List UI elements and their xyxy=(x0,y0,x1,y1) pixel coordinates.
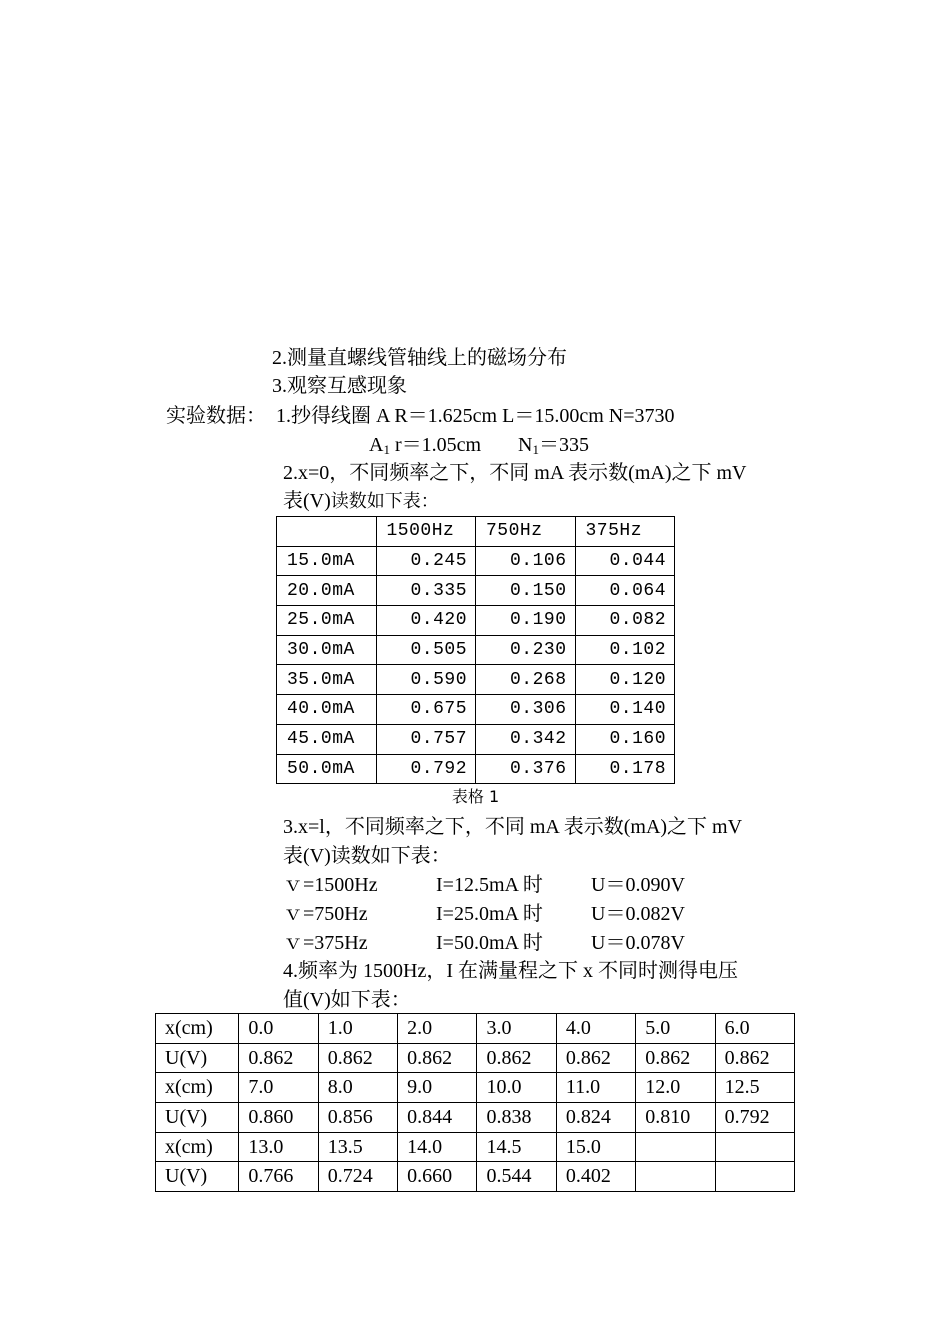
table-row xyxy=(277,695,675,725)
table-cell: 6.0 xyxy=(715,1014,794,1044)
coil-a-parameters: 1.抄得线圈 A R＝1.625cm L＝15.00cm N=3730 xyxy=(276,405,675,427)
table-cell: 0.862 xyxy=(318,1043,397,1073)
table1-header-1500hz: 1500Hz xyxy=(376,517,476,547)
table-cell: 13.5 xyxy=(318,1132,397,1162)
voltage-cell: 0.178 xyxy=(575,754,675,784)
table-cell: 0.862 xyxy=(715,1043,794,1073)
table-cell: 3.0 xyxy=(477,1014,556,1044)
table-row xyxy=(277,546,675,576)
table-cell: 0.660 xyxy=(398,1162,477,1192)
voltage-cell: 0.120 xyxy=(575,665,675,695)
voltage-cell: 0.064 xyxy=(575,576,675,606)
table-cell: 0.862 xyxy=(477,1043,556,1073)
current-cell: 35.0mA xyxy=(277,665,377,695)
table-cell: 11.0 xyxy=(556,1073,635,1103)
voltage-cell: 0.342 xyxy=(476,724,576,754)
table-cell: 1.0 xyxy=(318,1014,397,1044)
table-cell: 0.838 xyxy=(477,1103,556,1133)
table-cell: 5.0 xyxy=(636,1014,715,1044)
table-cell: x(cm) xyxy=(156,1073,239,1103)
voltage-cell: 0.505 xyxy=(376,635,476,665)
table-row xyxy=(277,635,675,665)
voltage-cell: 0.420 xyxy=(376,606,476,636)
table-cell: 0.862 xyxy=(636,1043,715,1073)
part4-description-line1: 4.频率为 1500Hz，I 在满量程之下 x 不同时测得电压 xyxy=(283,960,738,982)
table-row xyxy=(156,1014,795,1044)
reading-current: I=50.0mA 时 xyxy=(436,932,543,954)
reading-voltage: U＝0.082V xyxy=(591,903,685,925)
table-cell: 0.544 xyxy=(477,1162,556,1192)
voltage-cell: 0.140 xyxy=(575,695,675,725)
reading-freq: ｖ=375Hz xyxy=(283,932,368,954)
part4-description-line2: 值(V)如下表： xyxy=(283,989,411,1011)
table-cell: x(cm) xyxy=(156,1014,239,1044)
table-cell: 0.0 xyxy=(239,1014,318,1044)
reading-voltage: U＝0.090V xyxy=(591,874,685,896)
voltage-cell: 0.306 xyxy=(476,695,576,725)
table-cell: 8.0 xyxy=(318,1073,397,1103)
n1-value: ＝335 xyxy=(538,434,589,456)
voltage-cell: 0.044 xyxy=(575,546,675,576)
table-cell: 12.0 xyxy=(636,1073,715,1103)
table-cell: 0.860 xyxy=(239,1103,318,1133)
table-position-voltage xyxy=(155,1013,795,1192)
table-cell: 0.856 xyxy=(318,1103,397,1133)
table-cell: 0.824 xyxy=(556,1103,635,1133)
voltage-cell: 0.757 xyxy=(376,724,476,754)
part3-description-line2: 表(V)读数如下表： xyxy=(283,845,451,867)
reading-freq: ｖ=750Hz xyxy=(283,903,368,925)
table-row xyxy=(277,606,675,636)
part2-meter-label: 表(V) xyxy=(283,490,331,512)
voltage-cell: 0.335 xyxy=(376,576,476,606)
table-cell: 12.5 xyxy=(715,1073,794,1103)
table-cell: 0.766 xyxy=(239,1162,318,1192)
table-cell: 15.0 xyxy=(556,1132,635,1162)
table-cell: 10.0 xyxy=(477,1073,556,1103)
table-cell: 0.844 xyxy=(398,1103,477,1133)
table-row xyxy=(156,1132,795,1162)
voltage-cell: 0.150 xyxy=(476,576,576,606)
voltage-cell: 0.190 xyxy=(476,606,576,636)
item-2-heading: 2.测量直螺线管轴线上的磁场分布 xyxy=(272,347,567,369)
data-section-label: 实验数据： xyxy=(166,405,266,427)
voltage-cell: 0.590 xyxy=(376,665,476,695)
a1-subscript: 1 xyxy=(383,442,390,457)
table1-header-375hz: 375Hz xyxy=(575,517,675,547)
reading-freq: ｖ=1500Hz xyxy=(283,874,378,896)
a1-symbol: A xyxy=(369,434,384,456)
table-cell: 0.862 xyxy=(398,1043,477,1073)
table-cell: x(cm) xyxy=(156,1132,239,1162)
table-row xyxy=(277,665,675,695)
table-cell xyxy=(636,1162,715,1192)
table1-caption: 表格 1 xyxy=(451,787,500,806)
table-cell xyxy=(636,1132,715,1162)
table-cell xyxy=(715,1162,794,1192)
table-row xyxy=(156,1162,795,1192)
table-cell: 9.0 xyxy=(398,1073,477,1103)
reading-current: I=12.5mA 时 xyxy=(436,874,543,896)
voltage-cell: 0.245 xyxy=(376,546,476,576)
a1-radius: r＝1.05cm xyxy=(389,434,482,456)
table-cell: 4.0 xyxy=(556,1014,635,1044)
current-cell: 25.0mA xyxy=(277,606,377,636)
table-row xyxy=(277,724,675,754)
current-cell: 45.0mA xyxy=(277,724,377,754)
item-3-heading: 3.观察互感现象 xyxy=(272,375,407,397)
voltage-cell: 0.675 xyxy=(376,695,476,725)
voltage-cell: 0.082 xyxy=(575,606,675,636)
reading-current: I=25.0mA 时 xyxy=(436,903,543,925)
table-cell: 0.792 xyxy=(715,1103,794,1133)
table-cell: 0.862 xyxy=(556,1043,635,1073)
table-cell: 0.402 xyxy=(556,1162,635,1192)
voltage-cell: 0.376 xyxy=(476,754,576,784)
part3-description-line1: 3.x=l，不同频率之下，不同 mA 表示数(mA)之下 mV xyxy=(283,816,743,838)
table1-header-750hz: 750Hz xyxy=(476,517,576,547)
current-cell: 20.0mA xyxy=(277,576,377,606)
table-cell: 0.724 xyxy=(318,1162,397,1192)
table-cell: 7.0 xyxy=(239,1073,318,1103)
table-cell: 14.0 xyxy=(398,1132,477,1162)
voltage-cell: 0.102 xyxy=(575,635,675,665)
n1-symbol: N xyxy=(518,434,533,456)
table-frequency-current-voltage xyxy=(276,516,675,784)
table-cell: U(V) xyxy=(156,1103,239,1133)
table-cell: 13.0 xyxy=(239,1132,318,1162)
current-cell: 15.0mA xyxy=(277,546,377,576)
table-cell: 2.0 xyxy=(398,1014,477,1044)
current-cell: 50.0mA xyxy=(277,754,377,784)
table-row xyxy=(277,576,675,606)
voltage-cell: 0.230 xyxy=(476,635,576,665)
table-cell: 14.5 xyxy=(477,1132,556,1162)
voltage-cell: 0.160 xyxy=(575,724,675,754)
voltage-cell: 0.268 xyxy=(476,665,576,695)
voltage-cell: 0.106 xyxy=(476,546,576,576)
reading-voltage: U＝0.078V xyxy=(591,932,685,954)
table-row xyxy=(277,754,675,784)
table-row xyxy=(156,1043,795,1073)
table1-header-row xyxy=(277,517,675,547)
table-cell: U(V) xyxy=(156,1162,239,1192)
table-cell: 0.810 xyxy=(636,1103,715,1133)
n1-subscript: 1 xyxy=(532,442,539,457)
part2-reading-label: 读数如下表： xyxy=(330,491,439,512)
table-row xyxy=(156,1073,795,1103)
table-cell xyxy=(715,1132,794,1162)
table-cell: 0.862 xyxy=(239,1043,318,1073)
table-cell: U(V) xyxy=(156,1043,239,1073)
current-cell: 40.0mA xyxy=(277,695,377,725)
part2-description-line2 xyxy=(283,487,439,516)
current-cell: 30.0mA xyxy=(277,635,377,665)
voltage-cell: 0.792 xyxy=(376,754,476,784)
table1-header-corner xyxy=(277,517,377,547)
part2-description-line1: 2.x=0，不同频率之下，不同 mA 表示数(mA)之下 mV xyxy=(283,462,747,484)
table-row xyxy=(156,1103,795,1133)
